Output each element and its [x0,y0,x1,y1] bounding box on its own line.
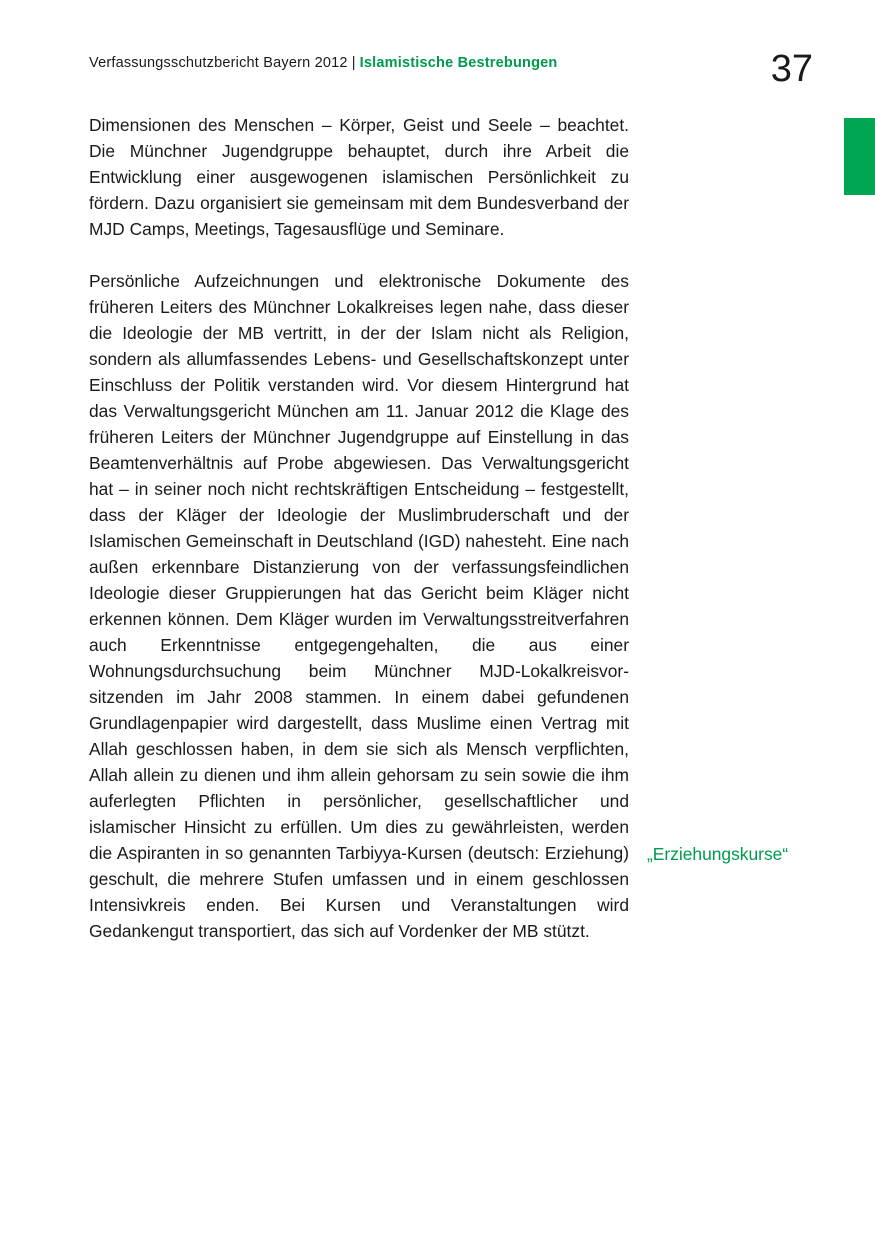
header-separator: | [351,55,356,71]
paragraph: Persönliche Aufzeichnungen und elektronische Dokumente des früheren Leiters des Münchner Lokalkreises legen nahe, dass dieser die Ideologie der MB vertritt, in der der Islam nicht als Religion, sondern als allumfassendes Lebens- und Gesellschaftskonzept unter Einschluss der Politik verstanden wird. Vor diesem Hintergrund hat das Verwaltungsgericht München am 11. Januar 2012 die Klage des früheren Leiters der Münchner Jugendgruppe auf Einstellung in das Beamtenverhältnis auf Probe abgewiesen. Das Verwaltungsgericht hat – in seiner noch nicht rechtskräftigen Entscheidung – festgestellt, dass der Kläger der Ideologie der Muslimbruderschaft und der Islamischen Gemeinschaft in Deutschland (IGD) nahesteht. Eine nach außen erkennbare Distanzierung von der verfassungsfeindlichen Ideologie dieser Gruppierungen hat das Gericht beim Kläger nicht erkennen können. Dem Kläger wurden im Verwaltungsstreitverfahren auch Erkenntnisse entgegengehalten, die aus einer Wohnungsdurchsuchung beim Münchner MJD-Lokalkreisvorsitzenden im Jahr 2008 stammen. In einem dabei gefundenen Grundlagenpapier wird dargestellt, dass Muslime einen Vertrag mit Allah geschlossen haben, in dem sie sich als Mensch verpflichten, Allah allein zu dienen und ihm allein gehorsam zu sein sowie die ihm auferlegten Pflichten in persönlicher, gesellschaftlicher und islamischer Hinsicht zu erfüllen. Um dies zu gewährleisten, werden die Aspiranten in so genannten Tarbiyya-Kursen (deutsch: Erziehung) geschult, die mehrere Stufen umfassen und in einem geschlossen Intensivkreis enden. Bei Kursen und Veranstaltungen wird Gedankengut transportiert, das sich auf Vordenker der MB stützt. [89,271,629,941]
running-header [89,55,557,71]
margin-note: „Erziehungskurse“ [647,844,789,864]
body-text [89,112,629,970]
chapter-tab-marker [844,118,875,195]
section-title: Islamistische Bestrebungen [359,55,558,71]
publication-title: Verfassungsschutzbericht Bayern 2012 [89,55,348,71]
paragraph: Dimensionen des Menschen – Körper, Geist und Seele – beachtet. Die Münchner Jugendgruppe behauptet, durch ihre Arbeit die Entwicklung einer ausgewogenen islamischen Persönlichkeit zu fördern. Dazu organisiert sie gemeinsam mit dem Bundesverband der MJD Camps, Meetings, Tagesausflüge und Seminare. [89,115,629,239]
page-number: 37 [770,48,813,90]
